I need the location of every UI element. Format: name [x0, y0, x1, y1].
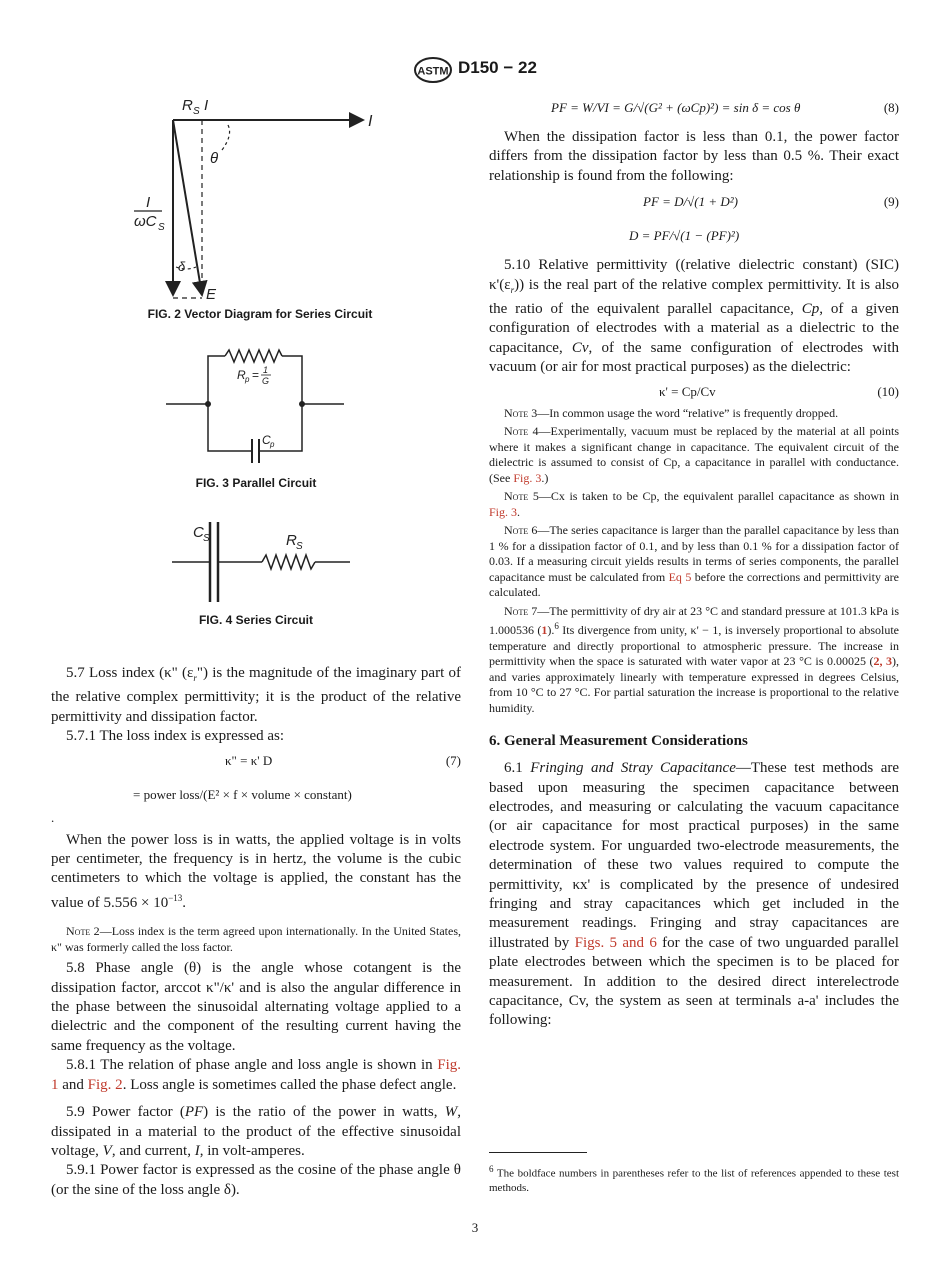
fig-2-link[interactable]: Fig. 2	[87, 1076, 123, 1093]
para-5-8: 5.8 Phase angle (θ) is the angle whose cotangent is the dissipation factor, arccot κ"/κ' and is also the angular difference in the phase between the sinusoidal alternating voltage applied to a dielectric and the component of the resulting current having the same frequency as the voltage.	[51, 960, 461, 1054]
equation-7b	[51, 775, 461, 809]
figure-2-caption: FIG. 2 Vector Diagram for Series Circuit	[147, 307, 373, 321]
equation-7	[51, 747, 461, 775]
para-power-loss: When the power loss is in watts, the applied voltage is in volts per centimeter, the frequency is in hertz, the volume is the cubic centimeters to which the voltage is applied, the constant has the value of $5.556 \times 10^{-13}$.	[51, 831, 461, 911]
page-number: 3	[471, 1220, 479, 1235]
svg-text:R: R	[182, 97, 193, 114]
equation-8-number: (8)	[883, 100, 899, 115]
svg-text:C: C	[193, 524, 204, 541]
note-3: Note 3—In common usage the word “relative” is frequently dropped.	[504, 405, 839, 420]
svg-text:I: I	[204, 97, 209, 114]
svg-text:R: R	[237, 368, 246, 382]
equation-7-number: (7)	[445, 752, 461, 768]
note-7: Note 7—The permittivity of dry air at 23 °C and standard pressure at 101.3 kPa is 1.000536 (1).$^6$ Its divergence from unity, κ' − 1, is inversely proportional to absolute temperature and directly proportional to atmospheric pressure. The increase in permittivity when the space is saturated with water vapor at 23 °C is 0.00025 (2, 3), and varies approximately linearly with temperature expressed in degrees Celsius, from 10 °C to 27 °C. For partial saturation the increase is proportional to the relative humidity.	[489, 603, 899, 715]
document-designation: D150 − 22	[458, 58, 537, 77]
svg-text:G: G	[262, 376, 270, 386]
para-5-9-1: 5.9.1 Power factor is expressed as the cosine of the phase angle θ (or the sine of the loss angle δ).	[51, 1162, 461, 1198]
equation-9	[489, 186, 899, 220]
equation-9b	[489, 220, 899, 256]
svg-text:S: S	[296, 541, 303, 552]
para-5-7-1: 5.7.1 The loss index is expressed as:	[66, 728, 285, 745]
note-6: Note 6—The series capacitance is larger than the parallel capacitance by less than 1 % for a dissipation factor of 0.1, and by less than 0.1 % for a dissipation factor of 0.03. If a measuring circuit yields results in terms of series components, the parallel capacitance must be calculated from Eq 5 before the corrections and permittivity are calculated.	[489, 523, 900, 600]
svg-text:S: S	[158, 222, 165, 233]
figs-5-6-link[interactable]: Figs. 5 and 6	[574, 934, 657, 951]
footnote-divider	[489, 1152, 587, 1153]
astm-logo-icon	[413, 56, 453, 84]
equation-7b-text: = power loss/(E² × f × volume × constant)	[133, 786, 352, 802]
svg-text:E: E	[206, 286, 217, 303]
equation-7-text: κ" = κ' D	[225, 752, 273, 768]
svg-text:ASTM: ASTM	[417, 65, 449, 78]
svg-text:p: p	[245, 375, 250, 384]
equation-9b-text: D = PF/√(1 − (PF)²)	[629, 228, 740, 244]
left-column	[51, 664, 461, 1200]
ref-1-link[interactable]: 1	[541, 623, 548, 638]
svg-text:R: R	[286, 532, 297, 549]
equation-8	[489, 98, 899, 128]
svg-text:C: C	[262, 433, 271, 447]
fig-1-link[interactable]: Fig. 1	[51, 1057, 461, 1093]
svg-text:S: S	[203, 533, 210, 544]
svg-text:p: p	[270, 440, 275, 449]
svg-text:θ: θ	[210, 150, 219, 167]
series-circuit	[150, 512, 370, 612]
figure-4-caption: FIG. 4 Series Circuit	[198, 613, 314, 627]
para-dissipation: When the dissipation factor is less than 0.1, the power factor differs from the dissipation factor by less than 0.5 %. Their exact relationship is found from the following:	[489, 129, 899, 184]
svg-text:I: I	[368, 113, 373, 130]
figure-3	[150, 345, 370, 495]
svg-text:1: 1	[263, 365, 269, 375]
vector-diagram	[120, 95, 400, 305]
fig-3-link-2[interactable]: Fig. 3	[489, 504, 518, 519]
equation-10	[489, 378, 899, 406]
figure-4	[150, 512, 370, 632]
equation-8-text: PF = W/VI = G/√(G² + (ωCp)²) = sin δ = cos θ	[551, 100, 801, 115]
para-5-7: 5.7 Loss index (κ" $(\varepsilon_r")$ is the magnitude of the imaginary part of the relative complex permittivity; it is the product of the relative permittivity and dissipation factor.	[51, 665, 461, 725]
eq-5-link[interactable]: Eq 5	[668, 569, 692, 584]
ref-2-3-link[interactable]: 2, 3	[873, 654, 892, 669]
equation-10-text: κ' = Cp/Cv	[659, 383, 716, 399]
note-4: Note 4—Experimentally, vacuum must be replaced by the material at all points where it makes a significant change in capacitance. The equivalent circuit of the dielectric is assumed to consist of Cp, a capacitance in parallel with conductance. (See Fig. 3.)	[489, 424, 900, 485]
equation-10-number: (10)	[877, 383, 899, 399]
svg-text:I: I	[146, 194, 151, 211]
para-5-9: 5.9 Power factor (PF) is the ratio of the power in watts, W, dissipated in a material to the product of the effective sinusoidal voltage, V, and current, I, in volt-amperes.	[51, 1104, 461, 1159]
right-column	[489, 98, 899, 1031]
fig-3-link[interactable]: Fig. 3	[513, 470, 542, 485]
footnote-6: $^6$ The boldface numbers in parentheses refer to the list of references appended to these test methods.	[489, 1164, 899, 1194]
parallel-circuit	[150, 345, 370, 475]
svg-text:δ: δ	[178, 259, 186, 274]
svg-text:ωC: ωC	[134, 213, 157, 230]
para-6-1: 6.1 Fringing and Stray Capacitance—These test methods are based upon measuring the specimen capacitance between electrodes, and measuring or calculating the vacuum capacitance (or air capacitance for most practical purposes) in the same electrode system. For unguarded two-electrode measurements, the determination of these two values required to compute the permittivity, κx' is complicated by the presence of undesired fringing and stray capacitances which get included in the measurement readings. Fringing and stray capacitances are illustrated by Figs. 5 and 6 for the case of two unguarded parallel plate electrodes between which the specimen is to be placed for measurement. In addition to the desired direct interelectrode capacitance, Cv, the system as seen at terminals a-a' includes the following:	[489, 760, 900, 1029]
svg-text:S: S	[193, 106, 200, 117]
section-6-heading: 6. General Measurement Considerations	[489, 733, 748, 750]
equation-9-number: (9)	[883, 194, 899, 210]
figure-3-caption: FIG. 3 Parallel Circuit	[195, 476, 317, 490]
para-5-8-1: 5.8.1 The relation of phase angle and loss angle is shown in Fig. 1 and Fig. 2. Loss angle is sometimes called the phase defect angle.	[51, 1057, 461, 1093]
para-5-10: 5.10 Relative permittivity ((relative dielectric constant) (SIC) $\kappa'(\varepsilon_r)$) is the real part of the relative complex permittivity. It is also the ratio of the equivalent parallel capacitance, Cp, of a given configuration of electrodes with a material as a dielectric to the capacitance, Cv, of the same configuration of electrodes with vacuum (or air for most practical purposes) as the dielectric:	[489, 257, 899, 376]
equation-9-text: PF = D/√(1 + D²)	[643, 194, 739, 210]
figure-2	[120, 95, 400, 325]
note-5: Note 5—Cx is taken to be Cp, the equivalent parallel capacitance as shown in Fig. 3.	[489, 489, 899, 519]
stray-dot: .	[51, 809, 55, 825]
svg-text:=: =	[252, 368, 260, 382]
note-2: Note 2—Loss index is the term agreed upon internationally. In the United States, κ" was formerly called the loss factor.	[51, 924, 461, 954]
page-header	[0, 56, 950, 86]
